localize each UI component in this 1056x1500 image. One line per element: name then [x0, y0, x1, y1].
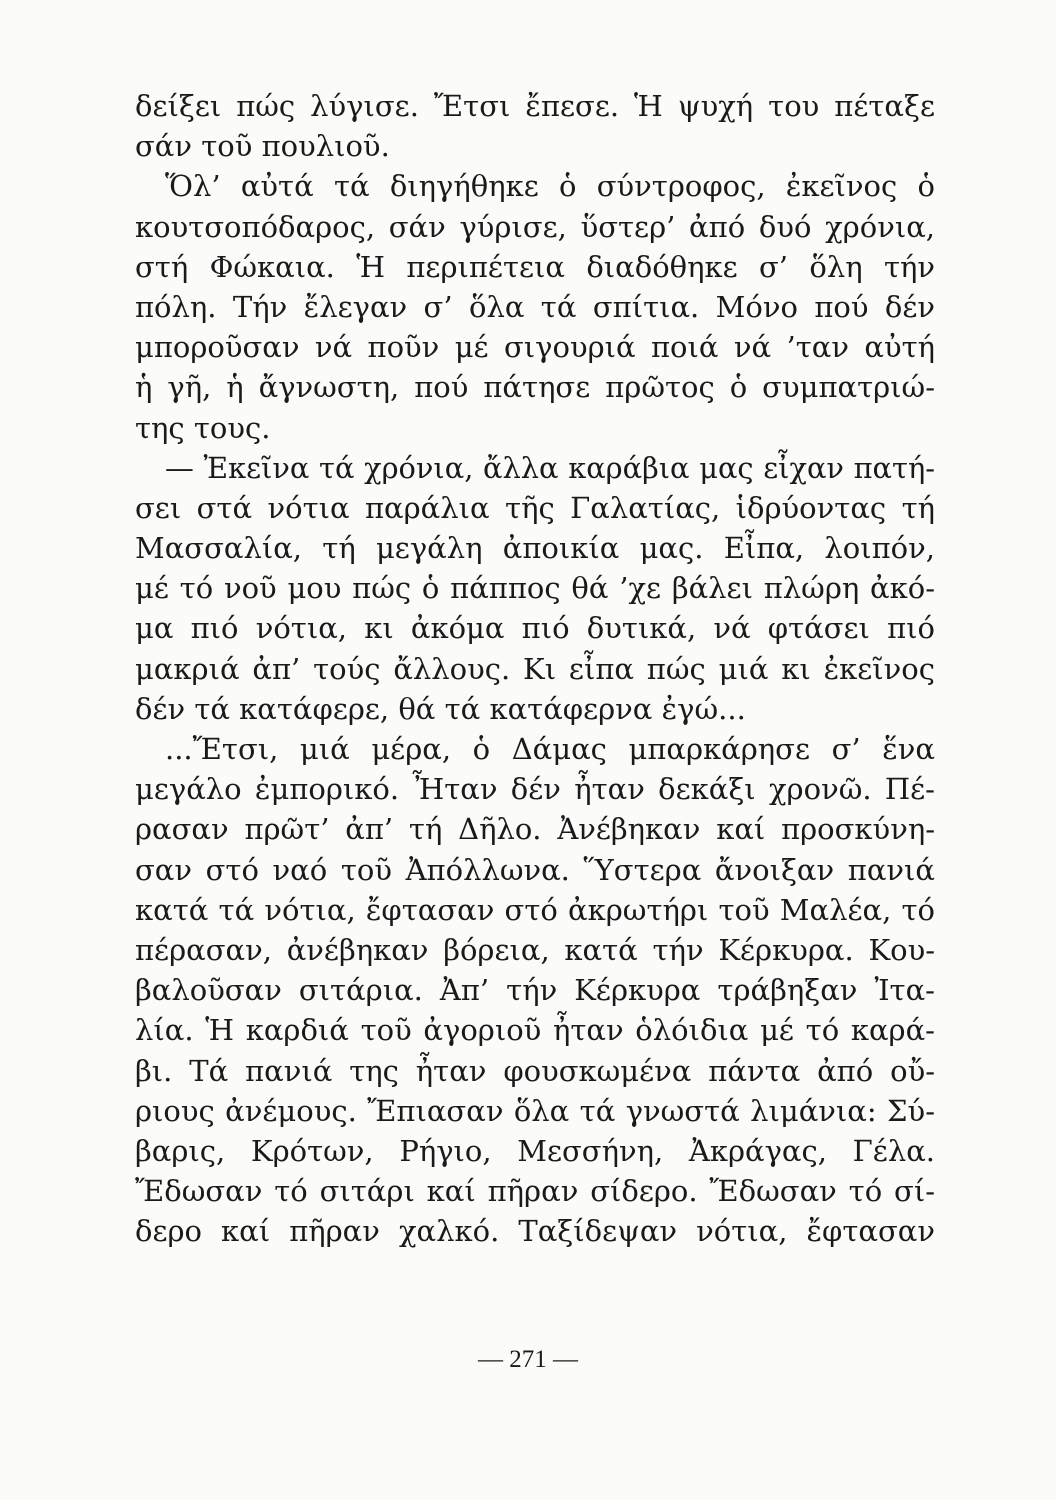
text-line-1: δείξει πώς λύγισε. Ἔτσι ἔπεσε. Ἡ ψυχή του πέταξε — [135, 89, 935, 123]
text-line-29: δερο καί πῆραν χαλκό. Ταξίδεψαν νότια, ἔφτασαν — [135, 1214, 935, 1249]
text-line-24: λία. Ἡ καρδιά τοῦ ἀγοριοῦ ἦταν ὁλόιδια μέ τό καρά- — [135, 1013, 935, 1048]
text-line-13: μέ τό νοῦ μου πώς ὁ πάππος θά ’χε βάλει πλώρη ἀκό- — [135, 571, 935, 606]
text-line-10: — Ἐκεῖνα τά χρόνια, ἄλλα καράβια μας εἶχαν πατή- — [165, 450, 935, 485]
text-line-17: ...Ἔτσι, μιά μέρα, ὁ Δάμας μπαρκάρησε σ’ ἕνα — [165, 732, 935, 766]
text-line-20: σαν στό ναό τοῦ Ἀπόλλωνα. Ὕστερα ἄνοιξαν πανιά — [135, 852, 935, 887]
text-line-2: σάν τοῦ πουλιοῦ. — [135, 129, 390, 164]
body-text — [135, 86, 935, 1251]
text-line-18: μεγάλο ἐμπορικό. Ἦταν δέν ἦταν δεκάξι χρονῶ. Πέ- — [135, 772, 935, 807]
page-number: — 271 — — [478, 1346, 578, 1373]
text-line-3: Ὅλ’ αὐτά τά διηγήθηκε ὁ σύντροφος, ἐκεῖνος ὁ — [165, 169, 935, 204]
text-line-19: ρασαν πρῶτ’ ἀπ’ τή Δῆλο. Ἀνέβηκαν καί προσκύνη- — [135, 812, 935, 847]
text-line-23: βαλοῦσαν σιτάρια. Ἀπ’ τήν Κέρκυρα τράβηξαν Ἰτα- — [135, 973, 935, 1008]
text-line-12: Μασσαλία, τή μεγάλη ἀποικία μας. Εἶπα, λοιπόν, — [135, 531, 935, 566]
text-line-14: μα πιό νότια, κι ἀκόμα πιό δυτικά, νά φτάσει πιό — [135, 611, 935, 646]
text-line-4: κουτσοπόδαρος, σάν γύρισε, ὕστερ’ ἀπό δυό χρόνια, — [135, 209, 935, 244]
text-line-16: δέν τά κατάφερε, θά τά κατάφερνα ἐγώ... — [135, 691, 746, 726]
text-line-28: Ἔδωσαν τό σιτάρι καί πῆραν σίδερο. Ἔδωσαν τό σί- — [135, 1174, 935, 1209]
text-line-15: μακριά ἀπ’ τούς ἄλλους. Κι εἶπα πώς μιά κι ἐκεῖνος — [135, 651, 935, 686]
text-line-27: βαρις, Κρότων, Ρήγιο, Μεσσήνη, Ἀκράγας, Γέλα. — [135, 1133, 935, 1168]
text-line-11: σει στά νότια παράλια τῆς Γαλατίας, ἱδρύοντας τή — [135, 490, 935, 525]
text-line-8: ἡ γῆ, ἡ ἄγνωστη, πού πάτησε πρῶτος ὁ συμπατριώ- — [135, 370, 935, 405]
text-line-25: βι. Τά πανιά της ἦταν φουσκωμένα πάντα ἀπό οὔ- — [135, 1053, 935, 1088]
text-line-9: της τους. — [135, 410, 271, 445]
text-line-5: στή Φώκαια. Ἡ περιπέτεια διαδόθηκε σ’ ὅλη τήν — [135, 249, 935, 284]
text-line-26: ριους ἀνέμους. Ἔπιασαν ὅλα τά γνωστά λιμάνια: Σύ- — [135, 1093, 935, 1128]
text-line-21: κατά τά νότια, ἔφτασαν στό ἀκρωτήρι τοῦ Μαλέα, τό — [135, 892, 935, 927]
text-line-7: μποροῦσαν νά ποῦν μέ σιγουριά ποιά νά ’ταν αὐτή — [135, 330, 935, 365]
text-line-22: πέρασαν, ἀνέβηκαν βόρεια, κατά τήν Κέρκυρα. Κου- — [135, 932, 935, 967]
text-line-6: πόλη. Τήν ἔλεγαν σ’ ὅλα τά σπίτια. Μόνο πού δέν — [135, 289, 935, 324]
